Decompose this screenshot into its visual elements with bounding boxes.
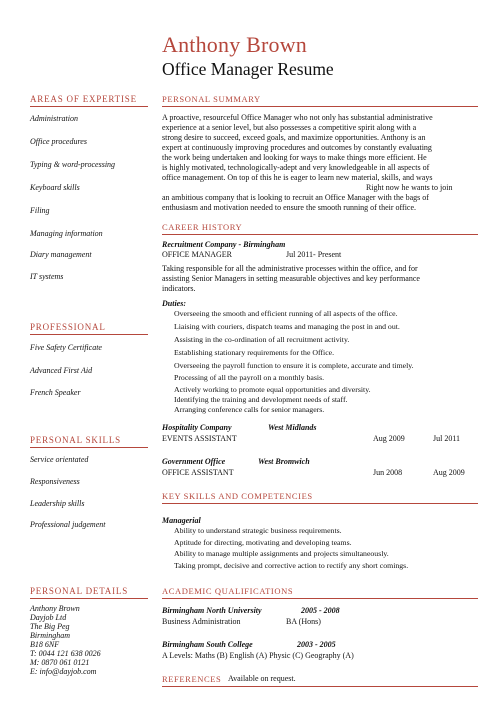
summary-line: strong desire to succeed, exceed goals, and maximize opportunities. Anthony is an xyxy=(162,133,426,142)
details-line: Birmingham xyxy=(30,631,70,640)
expertise-item: Office procedures xyxy=(30,137,87,146)
keyskill-item: Aptitude for directing, motivating and developing teams. xyxy=(174,538,352,547)
keyskill-item: Ability to understand strategic business requirements. xyxy=(174,526,342,535)
job-company: Recruitment Company - Birmingham xyxy=(162,240,286,249)
details-phone: T: 0044 121 638 0026 xyxy=(30,649,101,658)
skills-item: Service orientated xyxy=(30,455,89,464)
keyskills-heading: KEY SKILLS AND COMPETENCIES xyxy=(162,491,313,501)
summary-line: an ambitious company that is looking to recruit an Office Manager with the bags of xyxy=(162,193,429,202)
references-rule xyxy=(162,686,478,687)
edu-course: A Levels: Maths (B) English (A) Physic (C) Geography (A) xyxy=(162,651,354,660)
job-company: Hospitality Company xyxy=(162,423,232,432)
job-start: Aug 2009 xyxy=(373,434,405,443)
summary-line: office management. On top of this he is eager to learn new material, skills, and ways xyxy=(162,173,433,182)
duty-item: Processing of all the payroll on a monthly basis. xyxy=(174,373,325,382)
duty-item: Assisting in the co-ordination of all recruitment activity. xyxy=(174,335,350,344)
expertise-item: Typing & word-processing xyxy=(30,160,116,169)
summary-line: A proactive, resourceful Office Manager who not only has substantial administrative xyxy=(162,113,433,122)
edu-years: 2003 - 2005 xyxy=(297,640,336,649)
details-line: The Big Peg xyxy=(30,622,70,631)
professional-item: Five Safety Certificate xyxy=(30,343,102,352)
job-location: West Midlands xyxy=(268,423,317,432)
references-heading: REFERENCES xyxy=(162,674,222,684)
job-company: Government Office xyxy=(162,457,226,466)
keyskills-rule xyxy=(162,503,478,504)
skills-heading: PERSONAL SKILLS xyxy=(30,435,121,445)
professional-rule xyxy=(30,334,148,335)
professional-item: Advanced First Aid xyxy=(30,366,93,375)
career-heading: CAREER HISTORY xyxy=(162,222,243,232)
details-line: Dayjob Ltd xyxy=(30,613,67,622)
skills-item: Responsiveness xyxy=(30,477,80,486)
keyskill-item: Taking prompt, decisive and corrective action to rectify any short comings. xyxy=(174,561,409,570)
duty-item: Overseeing the smooth and efficient running of all aspects of the office. xyxy=(174,309,398,318)
job-end: Jul 2011 xyxy=(433,434,461,443)
education-heading: ACADEMIC QUALIFICATIONS xyxy=(162,586,294,596)
edu-result: BA (Hons) xyxy=(286,617,321,626)
professional-heading: PROFESSIONAL xyxy=(30,322,106,332)
duty-item: Liaising with couriers, dispatch teams and managing the post in and out. xyxy=(174,322,400,331)
edu-institution: Birmingham North University xyxy=(162,606,262,615)
edu-course: Business Administration xyxy=(162,617,241,626)
edu-institution: Birmingham South College xyxy=(162,640,253,649)
expertise-item: Managing information xyxy=(30,229,103,238)
duty-item: Overseeing the payroll function to ensure it is complete, accurate and timely. xyxy=(174,361,414,370)
expertise-item: Filing xyxy=(30,206,50,215)
resume-name: Anthony Brown xyxy=(162,32,307,57)
duty-item: Actively working to promote equal opportunities and diversity. xyxy=(174,385,371,394)
keyskills-subheading: Managerial xyxy=(162,516,201,525)
details-mobile: M: 0870 061 0121 xyxy=(30,658,90,667)
duty-item: Identifying the training and development needs of staff. xyxy=(174,395,348,404)
summary-line: Right now he wants to join xyxy=(366,183,453,192)
expertise-item: Keyboard skills xyxy=(30,183,80,192)
job-start: Jun 2008 xyxy=(373,468,403,477)
job-end: Aug 2009 xyxy=(433,468,465,477)
job-title: OFFICE MANAGER xyxy=(162,250,233,259)
keyskill-item: Ability to manage multiple assignments and projects simultaneously. xyxy=(174,549,389,558)
references-text: Available on request. xyxy=(228,674,296,683)
job-dates: Jul 2011- Present xyxy=(286,250,342,259)
summary-line: experience at a senior level, but also possesses a competitive spirit along with a xyxy=(162,123,417,132)
details-line: B18 6NF xyxy=(30,640,60,649)
job-desc: indicators. xyxy=(162,284,196,293)
edu-years: 2005 - 2008 xyxy=(301,606,340,615)
summary-line: enthusiasm and motivation needed to ensure the smooth running of their office. xyxy=(162,203,417,212)
expertise-heading: AREAS OF EXPERTISE xyxy=(30,94,137,104)
job-title: EVENTS ASSISTANT xyxy=(162,434,237,443)
details-rule xyxy=(30,598,148,599)
expertise-item: Diary management xyxy=(30,250,92,259)
expertise-rule xyxy=(30,106,148,107)
details-line: Anthony Brown xyxy=(30,604,80,613)
summary-rule xyxy=(162,106,478,107)
expertise-item: Administration xyxy=(30,114,79,123)
job-desc: assisting Senior Managers in setting measurable objectives and key performance xyxy=(162,274,420,283)
education-rule xyxy=(162,598,478,599)
summary-line: the work being undertaken and looking for ways to make things more efficient. He xyxy=(162,153,427,162)
summary-heading: PERSONAL SUMMARY xyxy=(162,94,261,104)
expertise-item: IT systems xyxy=(30,272,64,281)
duties-label: Duties: xyxy=(162,299,186,308)
summary-line: is highly motivated, technologically-adept and very knowledgeable in all aspects of xyxy=(162,163,430,172)
details-heading: PERSONAL DETAILS xyxy=(30,586,128,596)
details-email: E: info@dayjob.com xyxy=(30,667,97,676)
duty-item: Establishing stationary requirements for the Office. xyxy=(174,348,335,357)
job-desc: Taking responsible for all the administrative processes within the office, and for xyxy=(162,264,418,273)
professional-item: French Speaker xyxy=(30,388,81,397)
duty-item: Arranging conference calls for senior managers. xyxy=(174,405,325,414)
summary-line: expert at continuously improving procedures and outcomes by constantly evaluating xyxy=(162,143,432,152)
job-location: West Bromwich xyxy=(258,457,310,466)
resume-title: Office Manager Resume xyxy=(162,59,334,79)
skills-item: Leadership skills xyxy=(30,499,85,508)
career-rule xyxy=(162,234,478,235)
skills-item: Professional judgement xyxy=(30,520,106,529)
job-title: OFFICE ASSISTANT xyxy=(162,468,234,477)
skills-rule xyxy=(30,447,148,448)
